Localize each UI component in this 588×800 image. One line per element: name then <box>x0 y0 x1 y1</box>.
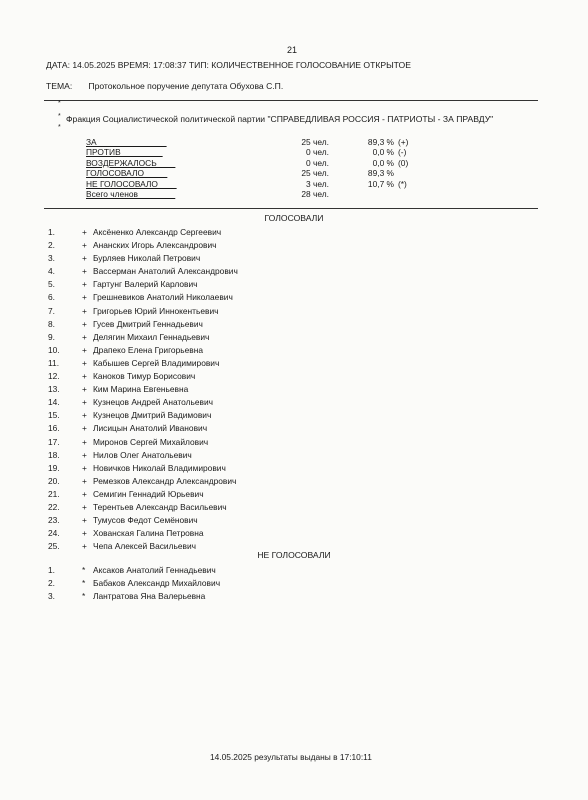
item-number: 11. <box>48 357 60 368</box>
deputy-name: Семигин Геннадий Юрьевич <box>93 488 204 499</box>
deputy-name: Делягин Михаил Геннадьевич <box>93 331 210 342</box>
summary-divider <box>44 208 538 209</box>
deputy-name: Ананских Игорь Александрович <box>93 240 217 251</box>
vote-mark: + <box>82 501 87 512</box>
vote-mark: + <box>82 357 87 368</box>
item-number: 17. <box>48 436 60 447</box>
vote-mark: + <box>82 475 87 486</box>
stat-count: 25 чел. <box>301 168 329 179</box>
deputy-name: Кузнецов Дмитрий Вадимович <box>93 410 212 421</box>
vote-mark: + <box>82 541 87 552</box>
vote-mark: + <box>82 410 87 421</box>
deputy-name: Каноков Тимур Борисович <box>93 371 196 382</box>
item-number: 15. <box>48 410 60 421</box>
stat-label: ВОЗДЕРЖАЛОСЬ____ <box>86 157 176 168</box>
deputy-name: Кузнецов Андрей Анатольевич <box>93 397 214 408</box>
item-number: 1. <box>48 565 55 575</box>
footer-issued: 14.05.2025 результаты выданы в 17:10:11 <box>210 752 372 762</box>
stat-count: 28 чел. <box>301 188 329 199</box>
item-number: 4. <box>48 266 55 277</box>
vote-mark: + <box>82 515 87 526</box>
item-number: 12. <box>48 371 60 382</box>
star-mark: * <box>58 113 61 120</box>
item-number: 8. <box>48 318 55 329</box>
not-voted-section-title: НЕ ГОЛОСОВАЛИ <box>257 550 331 560</box>
topic-value: Протокольное поручение депутата Обухова С.П. <box>88 81 284 91</box>
item-number: 22. <box>48 501 60 512</box>
deputy-name: Новичков Николай Владимирович <box>93 462 226 473</box>
item-number: 13. <box>48 384 60 395</box>
stat-count: 3 чел. <box>306 178 329 189</box>
vote-mark: + <box>82 279 87 290</box>
item-number: 2. <box>48 240 55 251</box>
vote-mark: + <box>82 436 87 447</box>
vote-mark: + <box>82 292 87 303</box>
stat-symbol: (-) <box>398 147 407 158</box>
vote-mark: + <box>82 266 87 277</box>
item-number: 23. <box>48 515 60 526</box>
deputy-name: Нилов Олег Анатольевич <box>93 449 192 460</box>
stat-symbol: (0) <box>398 157 409 168</box>
vote-mark: + <box>82 462 87 473</box>
deputy-name: Гартунг Валерий Карлович <box>93 279 198 290</box>
deputy-name: Чепа Алексей Васильевич <box>93 541 197 552</box>
deputy-name: Аксёненко Александр Сергеевич <box>93 227 222 237</box>
deputy-name: Лисицын Анатолий Иванович <box>93 423 208 434</box>
vote-mark: + <box>82 305 87 316</box>
vote-mark: + <box>82 344 87 355</box>
vote-mark: + <box>82 331 87 342</box>
page-number: 21 <box>287 45 298 55</box>
topic-label: ТЕМА: <box>46 81 73 91</box>
stat-label: ЗА_______________ <box>86 137 167 147</box>
item-number: 2. <box>48 578 55 589</box>
vote-mark: + <box>82 449 87 460</box>
vote-mark: + <box>82 318 87 329</box>
star-mark: * <box>58 100 61 107</box>
deputy-name: Миронов Сергей Михайлович <box>93 436 209 447</box>
stat-symbol: (+) <box>398 137 409 147</box>
item-number: 18. <box>48 449 60 460</box>
stat-percent: 10,7 % <box>367 178 394 189</box>
item-number: 21. <box>48 488 60 499</box>
vote-mark: + <box>82 528 87 539</box>
item-number: 19. <box>48 462 60 473</box>
deputy-name: Тумусов Федот Семёнович <box>93 515 198 526</box>
vote-mark: * <box>82 591 86 602</box>
item-number: 10. <box>48 344 60 355</box>
vote-mark: + <box>82 397 87 408</box>
stat-symbol: (*) <box>398 178 407 189</box>
deputy-name: Бурляев Николай Петрович <box>93 253 201 264</box>
deputy-name: Григорьев Юрий Иннокентьевич <box>93 305 219 316</box>
deputy-name: Гусев Дмитрий Геннадьевич <box>93 318 203 329</box>
item-number: 3. <box>48 253 55 264</box>
stat-count: 0 чел. <box>306 157 329 168</box>
item-number: 3. <box>48 591 55 602</box>
vote-mark: + <box>82 384 87 395</box>
item-number: 25. <box>48 541 60 552</box>
item-number: 1. <box>48 227 55 237</box>
item-number: 6. <box>48 292 55 303</box>
faction-title: Фракция Социалистической политической партии "СПРАВЕДЛИВАЯ РОССИЯ - ПАТРИОТЫ - ЗА ПРАВДУ" <box>66 114 494 124</box>
vote-mark: * <box>82 578 86 589</box>
stat-percent: 89,3 % <box>367 137 394 147</box>
vote-mark: * <box>82 565 86 575</box>
stat-label: НЕ ГОЛОСОВАЛО____ <box>86 178 177 189</box>
vote-mark: + <box>82 240 87 251</box>
deputy-name: Драпеко Елена Григорьевна <box>93 344 204 355</box>
deputy-name: Ким Марина Евгеньевна <box>93 384 189 395</box>
item-number: 24. <box>48 528 60 539</box>
deputy-name: Терентьев Александр Васильевич <box>93 501 227 512</box>
item-number: 20. <box>48 475 60 486</box>
stat-label: Всего членов________ <box>86 188 176 199</box>
stat-percent: 0,0 % <box>372 157 394 168</box>
vote-mark: + <box>82 423 87 434</box>
stat-percent: 0,0 % <box>372 147 394 158</box>
deputy-name: Грешневиков Анатолий Николаевич <box>93 292 233 303</box>
header-line: ДАТА: 14.05.2025 ВРЕМЯ: 17:08:37 ТИП: КОЛИЧЕСТВЕННОЕ ГОЛОСОВАНИЕ ОТКРЫТОЕ <box>46 60 411 70</box>
top-divider <box>44 100 538 101</box>
stat-count: 25 чел. <box>301 137 329 147</box>
vote-mark: + <box>82 371 87 382</box>
topic-line <box>46 81 283 91</box>
item-number: 7. <box>48 305 55 316</box>
deputy-name: Вассерман Анатолий Александрович <box>93 266 238 277</box>
item-number: 14. <box>48 397 60 408</box>
stat-percent: 89,3 % <box>367 168 394 179</box>
item-number: 9. <box>48 331 55 342</box>
deputy-name: Кабышев Сергей Владимирович <box>93 357 220 368</box>
deputy-name: Лантратова Яна Валерьевна <box>93 591 206 602</box>
deputy-name: Хованская Галина Петровна <box>93 528 204 539</box>
item-number: 5. <box>48 279 55 290</box>
vote-mark: + <box>82 253 87 264</box>
deputy-name: Бабаков Александр Михайлович <box>93 578 221 589</box>
vote-mark: + <box>82 488 87 499</box>
deputy-name: Аксаков Анатолий Геннадьевич <box>93 565 216 575</box>
item-number: 16. <box>48 423 60 434</box>
voted-section-title: ГОЛОСОВАЛИ <box>264 213 324 223</box>
star-mark: * <box>58 124 61 131</box>
stat-label: ГОЛОСОВАЛО_____ <box>86 168 168 179</box>
stat-count: 0 чел. <box>306 147 329 158</box>
stat-label: ПРОТИВ_________ <box>86 147 163 158</box>
deputy-name: Ремезков Александр Александрович <box>93 475 237 486</box>
vote-mark: + <box>82 227 87 237</box>
